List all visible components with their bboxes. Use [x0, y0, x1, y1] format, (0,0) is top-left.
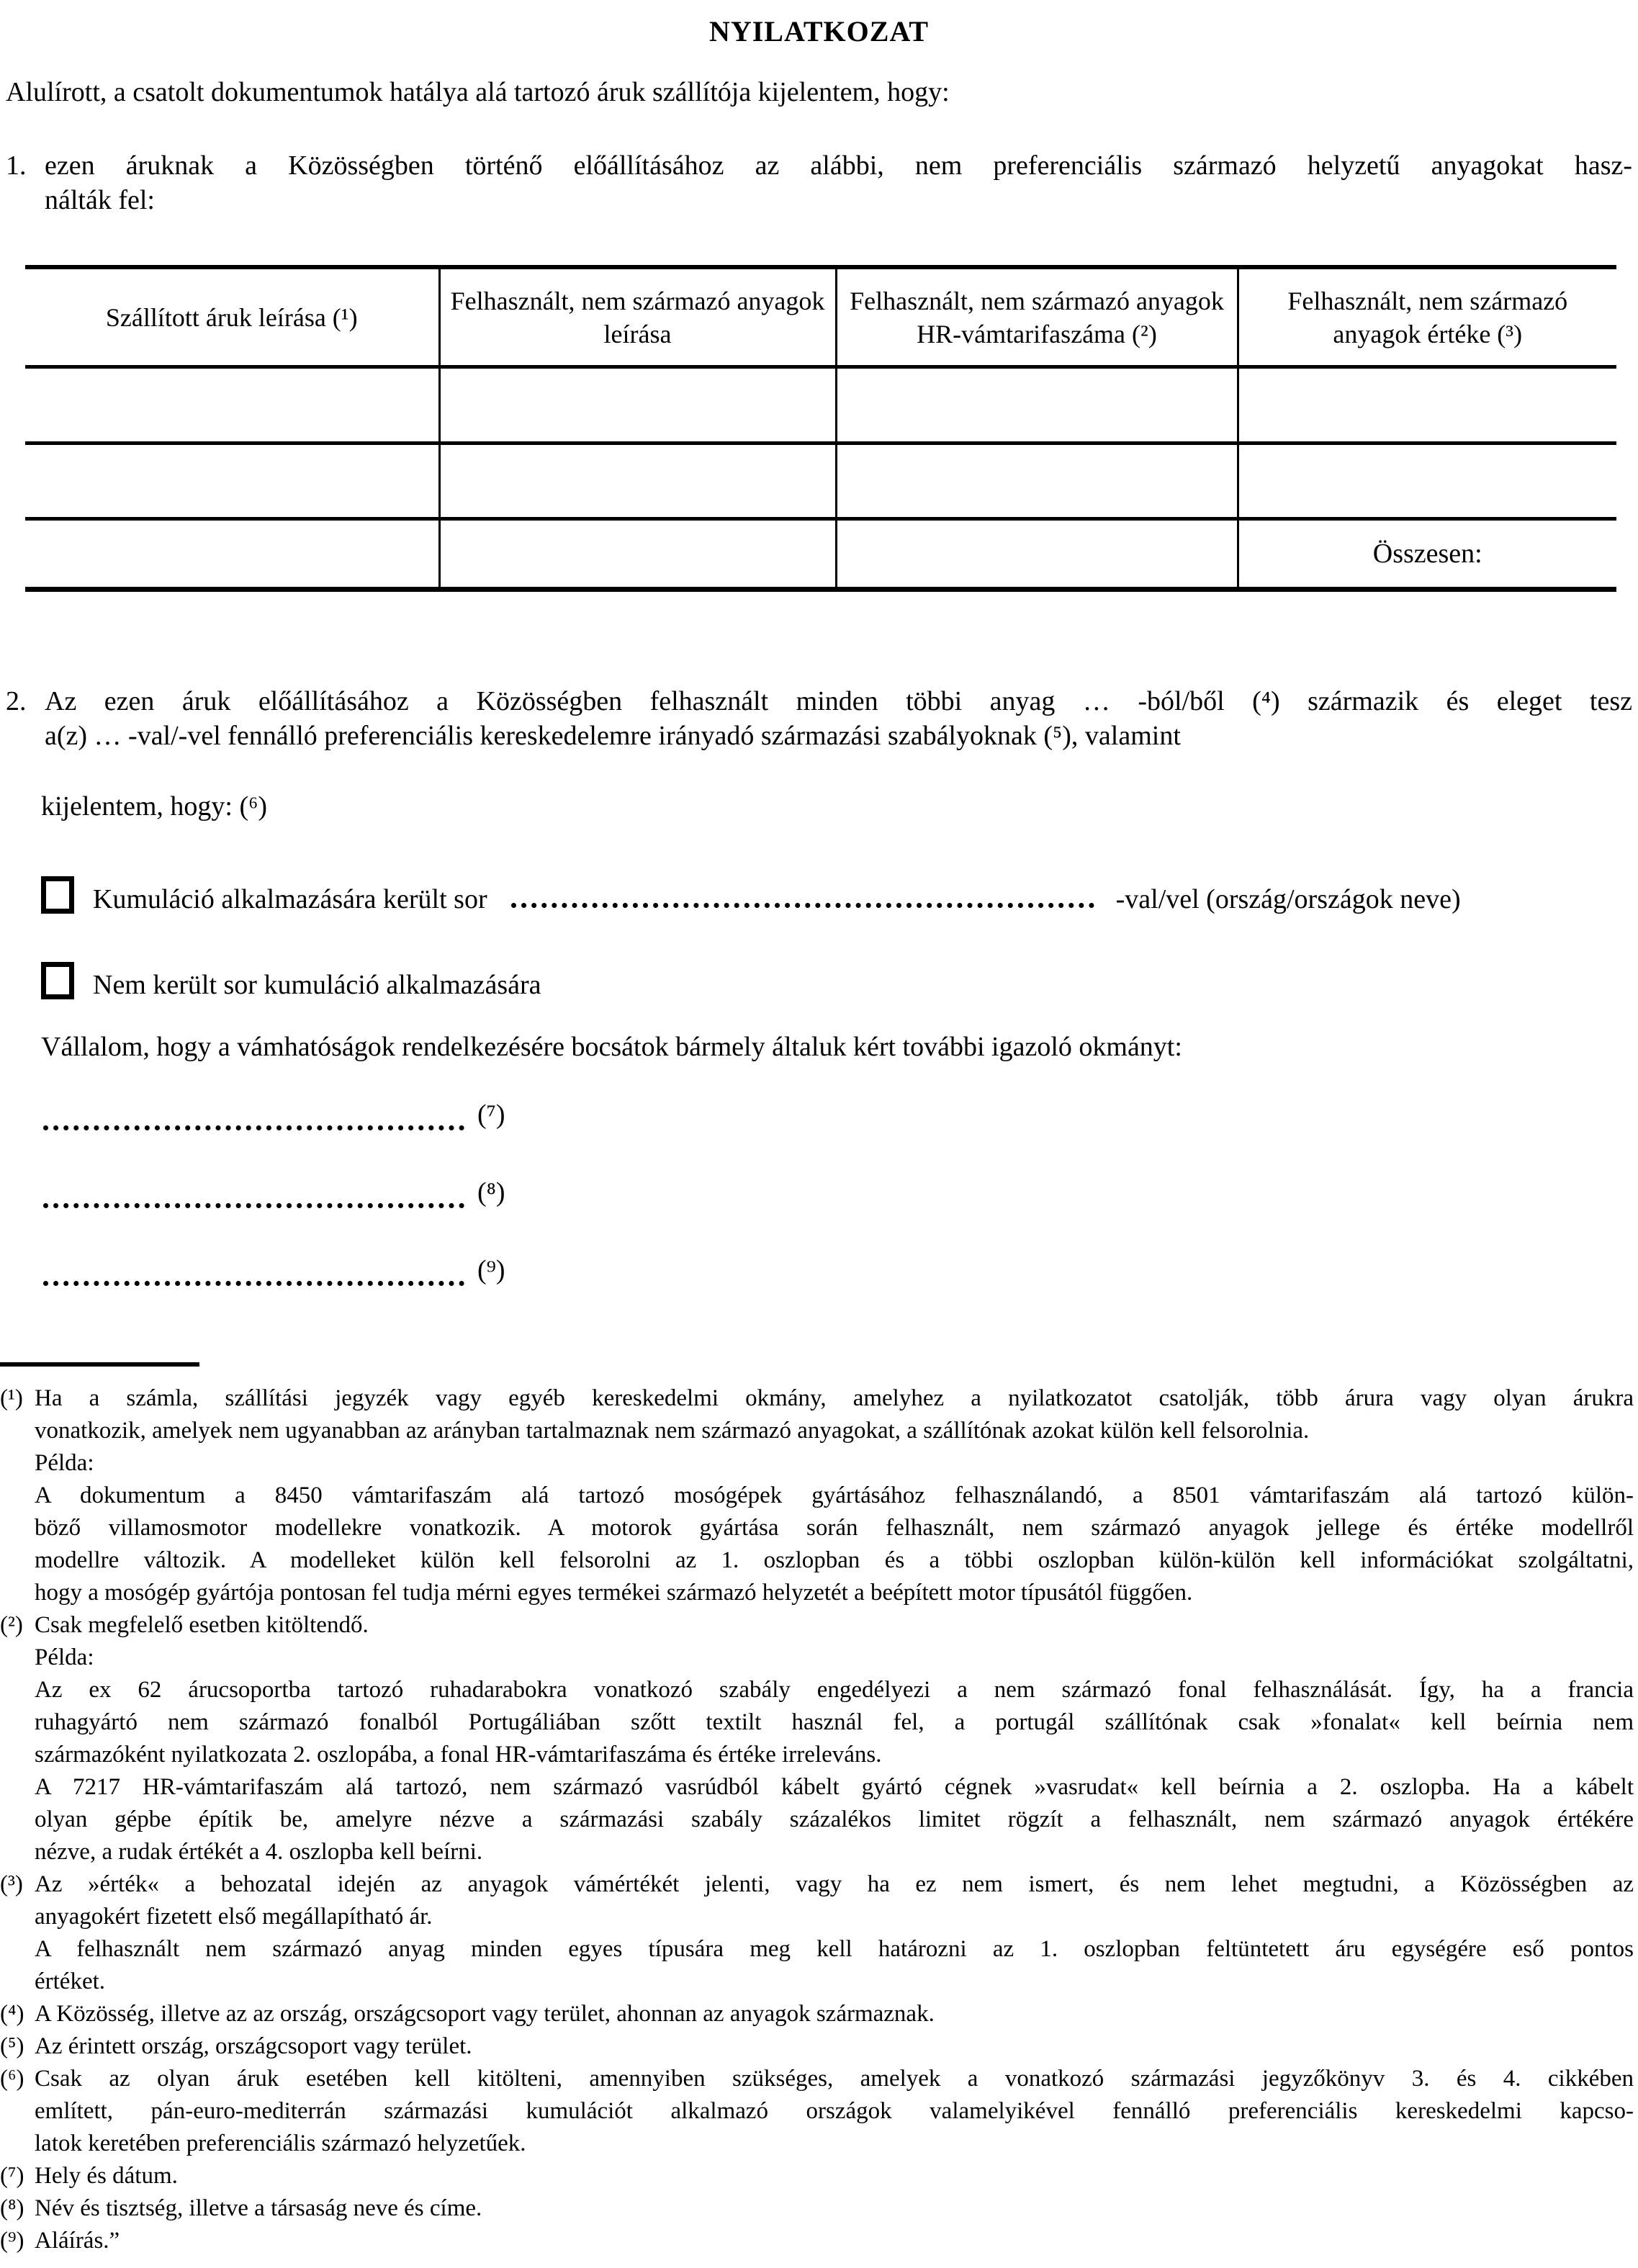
footnote-line: nézve, a rudak értékét a 4. oszlopba kell beírni. — [35, 1839, 483, 1865]
footnote-marker: (⁹) — [0, 2228, 24, 2254]
footnotes — [0, 1382, 1634, 2257]
footnote-line: A Közösség, illetve az az ország, országcsoport vagy terület, ahonnan az anyagok származnak. — [35, 2001, 935, 2027]
signature-line-signature — [43, 1253, 505, 1295]
footnote-line: származóként nyilatkozata 2. oszlopába, a fonal HR-vámtarifaszáma és értéke irreleváns. — [35, 1742, 882, 1768]
footnote-marker: (⁵) — [0, 2033, 24, 2059]
footnote-line: latok keretében preferenciális származó helyzetűek. — [35, 2130, 526, 2156]
dotted-fill — [43, 1098, 464, 1130]
footnote-line: említett, pán-euro-mediterrán származási kumulációt alkalmazó országok valamelyikével fennálló preferenciális kereskedelmi kapcso- — [35, 2098, 1634, 2124]
footnote-marker: (⁸) — [0, 2195, 24, 2221]
footnote-ref: (⁹) — [477, 1255, 505, 1285]
country-suffix-label: -val/vel (ország/országok neve) — [1115, 884, 1461, 914]
no-cumulation-checkbox[interactable] — [41, 962, 74, 999]
cumulation-applied-checkbox[interactable] — [41, 876, 74, 914]
footnote-line: Az »érték« a behozatal idején az anyagok vámértékét jelenti, vagy ha ez nem ismert, és nem lehet megtudni, a Közösségben az — [35, 1871, 1634, 1897]
col-header-goods-description: Szállított áruk leírása (¹) — [105, 302, 358, 332]
footnote-8 — [0, 2192, 1634, 2225]
col-header-hs-code: Felhasznált, nem származó anyagok HR-vámtarifaszáma (²) — [836, 267, 1238, 367]
table-cell — [439, 519, 836, 590]
list-item-2 — [6, 684, 1632, 753]
footnote-line: böző villamosmotor modellekre vonatkozik. A motorok gyártása során felhasznált, nem származó anyagok jellege és értéke modellről — [35, 1515, 1634, 1541]
table-cell — [1238, 444, 1616, 519]
item-2-marker: 2. — [6, 686, 27, 716]
footnote-marker: (⁴) — [0, 2001, 24, 2027]
footnote-ref: (⁷) — [477, 1099, 505, 1130]
footnote-ref: (⁸) — [477, 1177, 505, 1207]
table-cell — [25, 444, 439, 519]
footnote-line: Példa: — [35, 1450, 94, 1476]
signature-line-place-date — [43, 1097, 505, 1139]
table-cell — [439, 444, 836, 519]
dotted-fill — [43, 1176, 464, 1208]
footnote-marker: (³) — [0, 1871, 23, 1897]
footnote-marker: (⁷) — [0, 2163, 24, 2189]
materials-table — [25, 265, 1616, 592]
footnote-line: Aláírás.” — [35, 2228, 120, 2254]
footnote-line: Az érintett ország, országcsoport vagy terület. — [35, 2033, 472, 2059]
signature-line-name-title — [43, 1175, 505, 1217]
item-1-line: nálták fel: — [45, 185, 155, 215]
item-2-line: a(z) … -val/-vel fennálló preferenciális kereskedelemre irányadó származási szabályoknak (⁵), valamint — [45, 721, 1181, 751]
footnote-marker: (⁶) — [0, 2066, 24, 2092]
footnote-line: Hely és dátum. — [35, 2163, 178, 2189]
footnote-7 — [0, 2160, 1634, 2192]
footnote-line: modellre változik. A modelleket külön kell felsorolni az 1. oszlopban és a többi oszlopban külön-külön kell információkat szolgáltatni, — [35, 1547, 1634, 1573]
footnote-separator — [0, 1362, 199, 1367]
page-title: NYILATKOZAT — [708, 15, 930, 48]
footnote-line: olyan gépbe építik be, amelyre nézve a származási szabály százalékos limitet rögzít a felhasznált, nem származó anyagok értékére — [35, 1806, 1634, 1832]
footnote-line: ruhagyártó nem származó fonalból Portugáliában szőtt textilt használ fel, a portugál szállítónak csak »fonalat« kell beírnia nem — [35, 1709, 1634, 1735]
intro-paragraph: Alulírott, a csatolt dokumentumok hatálya alá tartozó áruk szállítója kijelentem, hogy: — [6, 77, 950, 107]
checkbox-label: Nem került sor kumuláció alkalmazására — [93, 970, 541, 1000]
declaration-line: kijelentem, hogy: (⁶) — [41, 791, 268, 822]
footnote-line: A felhasznált nem származó anyag minden egyes típusára meg kell határozni az 1. oszlopban feltüntetett áru egységére eső pontos — [35, 1936, 1634, 1962]
table-cell — [439, 367, 836, 444]
table-cell — [836, 519, 1238, 590]
footnote-2 — [0, 1609, 1634, 1868]
footnote-line: Név és tisztség, illetve a társaság neve és címe. — [35, 2195, 482, 2221]
footnote-5 — [0, 2030, 1634, 2063]
table-cell — [836, 444, 1238, 519]
footnote-line: hogy a mosógép gyártója pontosan fel tudja mérni egyes termékei származó helyzetét a beépített motor típusától függően. — [35, 1580, 1193, 1606]
footnote-9 — [0, 2225, 1634, 2257]
footnote-line: A 7217 HR-vámtarifaszám alá tartozó, nem származó vasrúdból kábelt gyártó cégnek »vasrudat« kell beírnia a 2. oszlopba. Ha a kábelt — [35, 1774, 1634, 1800]
dotted-fill — [43, 1254, 464, 1286]
footnote-6 — [0, 2063, 1634, 2160]
footnote-1 — [0, 1382, 1634, 1609]
item-2-line: Az ezen áruk előállításához a Közösségben felhasznált minden többi anyag … -ból/ből (⁴) származik és eleget tesz — [45, 686, 1632, 716]
col-header-materials-value: Felhasznált, nem származó anyagok értéke (³) — [1238, 267, 1616, 367]
list-item-1 — [6, 148, 1632, 217]
item-1-line: ezen áruknak a Közösségben történő előállításához az alábbi, nem preferenciális származó helyzetű anyagokat hasz- — [45, 150, 1632, 181]
footnote-marker: (¹) — [0, 1385, 23, 1411]
footnote-line: Példa: — [35, 1644, 94, 1670]
footnote-3 — [0, 1868, 1634, 1998]
table-cell — [1238, 367, 1616, 444]
footnote-line: értéket. — [35, 1968, 106, 1994]
footnote-line: Az ex 62 árucsoportba tartozó ruhadarabokra vonatkozó szabály engedélyezi a nem származó fonal felhasználását. Így, ha a francia — [35, 1677, 1634, 1703]
no-cumulation-option — [41, 962, 1632, 1002]
footnote-line: Ha a számla, szállítási jegyzék vagy egyéb kereskedelmi okmány, amelyhez a nyilatkozatot csatolják, több árura vagy olyan árukra — [35, 1385, 1634, 1411]
footnote-4 — [0, 1998, 1634, 2030]
checkbox-label: Kumuláció alkalmazására került sor — [93, 884, 487, 914]
undertaking-paragraph: Vállalom, hogy a vámhatóságok rendelkezésére bocsátok bármely általuk kért további igazoló okmányt: — [41, 1032, 1182, 1062]
table-cell — [25, 367, 439, 444]
item-1-marker: 1. — [6, 150, 27, 181]
footnote-line: anyagokért fizetett első megállapítható ár. — [35, 1904, 433, 1930]
dotted-fill — [511, 876, 1094, 908]
total-label: Összesen: — [1238, 519, 1616, 590]
cumulation-applied-option — [41, 876, 1632, 917]
footnote-marker: (²) — [0, 1612, 23, 1638]
col-header-materials-description: Felhasznált, nem származó anyagok leírása — [439, 267, 836, 367]
table-cell — [25, 519, 439, 590]
footnote-line: vonatkozik, amelyek nem ugyanabban az arányban tartalmaznak nem származó anyagokat, a szállítónak azokat külön kell felsorolnia. — [35, 1418, 1310, 1444]
footnote-line: A dokumentum a 8450 vámtarifaszám alá tartozó mosógépek gyártásához felhasználandó, a 8501 vámtarifaszám alá tartozó külön- — [35, 1482, 1634, 1508]
footnote-line: Csak az olyan áruk esetében kell kitölteni, amennyiben szükséges, amelyek a vonatkozó származási jegyzőkönyv 3. és 4. cikkében — [35, 2066, 1634, 2092]
footnote-line: Csak megfelelő esetben kitöltendő. — [35, 1612, 369, 1638]
table-cell — [836, 367, 1238, 444]
